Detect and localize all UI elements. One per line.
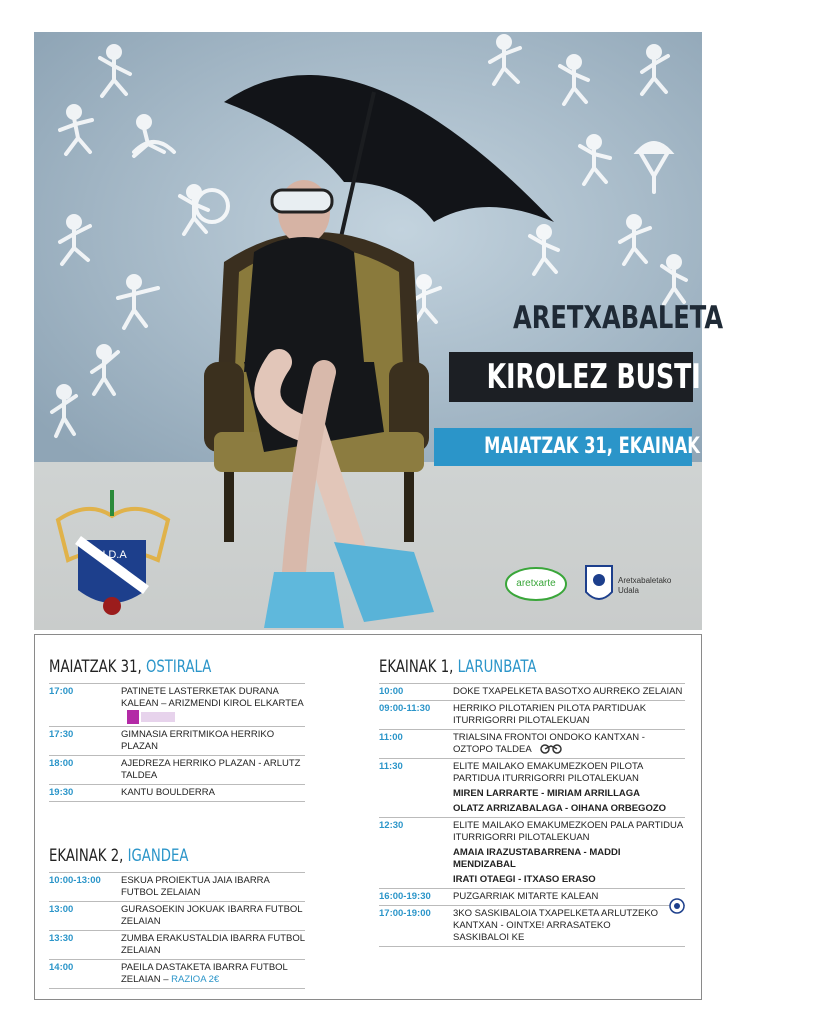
friday-events (49, 683, 305, 802)
event-time: 13:00 (49, 904, 74, 915)
event-description: ELITE MAILAKO EMAKUMEZKOEN PILOTA PARTIDUA ITURRIGORRI PILOTALEKUAN MIREN LARRARTE - MIRIAM ARRILLAGA OLATZ ARRIZABALAGA - OIHANA ORBEGOZO (453, 761, 685, 815)
event-time: 09:00-11:30 (379, 703, 431, 714)
day-heading-friday: MAIATZAK 31, OSTIRALA (49, 657, 212, 677)
event-time: 10:00-13:00 (49, 875, 101, 886)
aretxarte-logo (504, 566, 568, 602)
event-time: 11:00 (379, 732, 403, 743)
saturday-events (379, 683, 685, 947)
event-row (379, 701, 685, 730)
event-row (49, 785, 305, 802)
event-description: DOKE TXAPELKETA BASOTXO AURREKO ZELAIAN (453, 686, 683, 697)
event-time: 12:30 (379, 820, 404, 831)
event-time: 16:00-19:30 (379, 891, 431, 902)
event-row (49, 756, 305, 785)
schedule-left-column (49, 657, 305, 989)
poster-date-banner: MAIATZAK 31, EKAINAK 1 eta 2 (434, 428, 692, 466)
event-row (379, 889, 685, 906)
players-line: MIREN LARRARTE - MIRIAM ARRILLAGA (453, 788, 640, 799)
event-schedule (34, 634, 702, 1000)
event-row (379, 684, 685, 701)
event-row (49, 684, 305, 727)
arizmendi-logo-icon (127, 710, 177, 724)
woman-with-umbrella-illustration (184, 32, 564, 630)
day-heading-sunday: EKAINAK 2, IGANDEA (49, 846, 189, 866)
event-description: ELITE MAILAKO EMAKUMEZKOEN PALA PARTIDUA ITURRIGORRI PILOTALEKUAN AMAIA IRAZUSTABARRENA - MADDI MENDIZABAL IRATI OTAEGI - ITXASO ERASO (453, 820, 685, 886)
sunday-events (49, 872, 305, 989)
event-time: 14:00 (49, 962, 74, 973)
udala-logo-text: Aretxabaletako Udala (618, 576, 672, 595)
svg-text:aretxarte: aretxarte (516, 578, 556, 589)
event-row (379, 818, 685, 889)
price-note: RAZIOA 2€ (171, 974, 220, 985)
oztopo-bike-icon (540, 744, 562, 754)
schedule-right-column (379, 657, 685, 947)
event-description: ZUMBA ERAKUSTALDIA IBARRA FUTBOL ZELAIAN (121, 933, 305, 956)
players-line: AMAIA IRAZUSTABARRENA - MADDI MENDIZABAL (453, 847, 621, 870)
event-time: 18:00 (49, 758, 74, 769)
event-description: PUZGARRIAK MITARTE KALEAN (453, 891, 599, 902)
event-time: 17:00 (49, 686, 74, 697)
event-row (49, 902, 305, 931)
players-line: OLATZ ARRIZABALAGA - OIHANA ORBEGOZO (453, 803, 667, 814)
event-time: 17:30 (49, 729, 74, 740)
event-row (49, 960, 305, 989)
event-description: PATINETE LASTERKETAK DURANA KALEAN – ARIZMENDI KIROL ELKARTEA (121, 686, 305, 724)
event-time: 19:30 (49, 787, 74, 798)
event-poster (34, 32, 770, 630)
uda-initials: U.D.A (97, 549, 127, 561)
players-line: IRATI OTAEGI - ITXASO ERASO (453, 874, 596, 885)
poster-title-town: ARETXABALETA (513, 300, 724, 336)
event-time: 17:00-19:00 (379, 908, 431, 919)
event-time: 10:00 (379, 686, 404, 697)
event-row (49, 873, 305, 902)
event-description: 3KO SASKIBALOIA TXAPELKETA ARLUTZEKO KANTXAN - OINTXE! ARRASATEKO SASKIBALOI KE (453, 908, 685, 944)
event-time: 11:30 (379, 761, 403, 772)
event-description: ESKUA PROIEKTUA JAIA IBARRA FUTBOL ZELAIAN (121, 875, 270, 898)
event-description: HERRIKO PILOTARIEN PILOTA PARTIDUAK ITURRIGORRI PILOTALEKUAN (453, 703, 647, 726)
event-description: KANTU BOULDERRA (121, 787, 215, 798)
event-description: PAEILA DASTAKETA IBARRA FUTBOL ZELAIAN – RAZIOA 2€ (121, 962, 288, 985)
day-heading-saturday: EKAINAK 1, LARUNBATA (379, 657, 537, 677)
event-row (379, 730, 685, 759)
event-description: GIMNASIA ERRITMIKOA HERRIKO PLAZAN (121, 729, 275, 752)
event-description: GURASOEKIN JOKUAK IBARRA FUTBOL ZELAIAN (121, 904, 303, 927)
poster-title-slogan: KIROLEZ BUSTI (449, 352, 693, 402)
event-row (49, 727, 305, 756)
saskibaloi-logo-icon (669, 898, 685, 914)
event-time: 13:30 (49, 933, 74, 944)
event-description: AJEDREZA HERRIKO PLAZAN - ARLUTZ TALDEA (121, 758, 301, 781)
event-description: TRIALSINA FRONTOI ONDOKO KANTXAN - OZTOPO TALDEA (453, 732, 645, 755)
event-row (49, 931, 305, 960)
event-row (379, 906, 685, 947)
uda-club-logo (48, 480, 178, 620)
event-row (379, 759, 685, 818)
udala-shield-icon (584, 560, 614, 608)
